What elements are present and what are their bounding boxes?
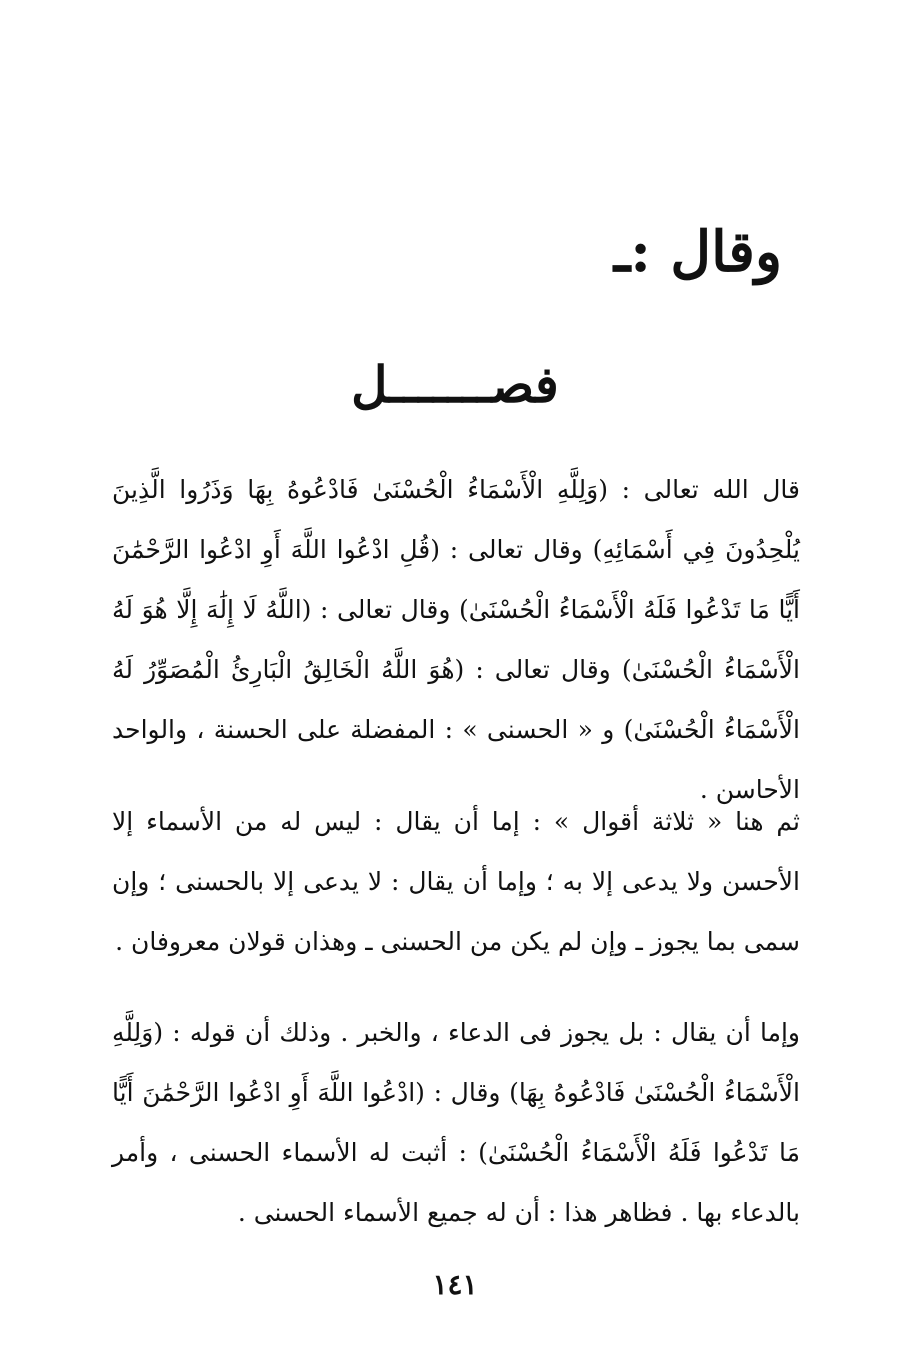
- chapter-heading: وقال :ـ: [613, 219, 782, 285]
- section-title: فصـــــــل: [351, 355, 559, 414]
- paragraph-third-opinion: وإما أن يقال : بل يجوز فى الدعاء ، والخبر . وذلك أن قوله : (وَلِلَّهِ الْأَسْمَاءُ الْحُسْنَىٰ فَادْعُوهُ بِهَا) وقال : (ادْعُوا اللَّهَ أَوِ ادْعُوا الرَّحْمَٰنَ أَيًّا مَا تَدْعُوا فَلَهُ الْأَسْمَاءُ الْحُسْنَىٰ) : أثبت له الأسماء الحسنى ، وأمر بالدعاء بها . فظاهر هذا : أن له جميع الأسماء الحسنى .: [112, 1018, 800, 1227]
- paragraph-three-opinions: ثم هنا « ثلاثة أقوال » : إما أن يقال : ليس له من الأسماء إلا الأحسن ولا يدعى إلا به ؛ وإما أن يقال : لا يدعى إلا بالحسنى ؛ وإن سمى بما يجوز ـ وإن لم يكن من الحسنى ـ وهذان قولان معروفان .: [112, 807, 800, 956]
- paragraph-quranic-verses: قال الله تعالى : (وَلِلَّهِ الْأَسْمَاءُ الْحُسْنَىٰ فَادْعُوهُ بِهَا وَذَرُوا الَّذِينَ يُلْحِدُونَ فِي أَسْمَائِهِ) وقال تعالى : (قُلِ ادْعُوا اللَّهَ أَوِ ادْعُوا الرَّحْمَٰنَ أَيًّا مَا تَدْعُوا فَلَهُ الْأَسْمَاءُ الْحُسْنَىٰ) وقال تعالى : (اللَّهُ لَا إِلَٰهَ إِلَّا هُوَ لَهُ الْأَسْمَاءُ الْحُسْنَىٰ) وقال تعالى : (هُوَ اللَّهُ الْخَالِقُ الْبَارِئُ الْمُصَوِّرُ لَهُ الْأَسْمَاءُ الْحُسْنَىٰ) و « الحسنى » : المفضلة على الحسنة ، والواحد الأحاسن .: [112, 475, 800, 804]
- page-number: ١٤١: [432, 1268, 478, 1301]
